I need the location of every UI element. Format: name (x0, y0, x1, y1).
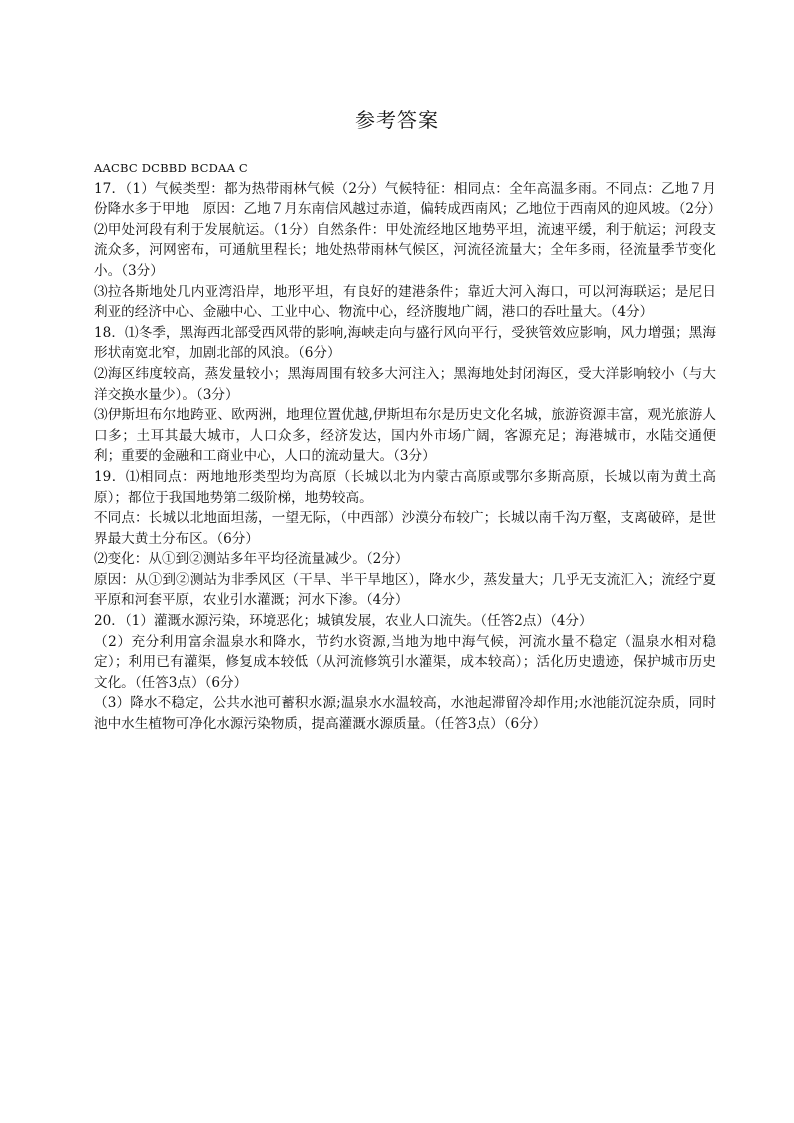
q20-part2: （2）充分利用富余温泉水和降水，节约水资源,当地为地中海气候，河流水量不稳定（温泉水相对稳定）；利用已有灌渠，修复成本较低（从河流修筑引水灌渠，成本较高）；活化历史遗迹，保护城市历史文化。（任答3点）（6分） (94, 633, 716, 691)
q19-part1-diff: 不同点：长城以北地面坦荡，一望无际，（中西部）沙漠分布较广；长城以南千沟万壑，支离破碎，是世界最大黄土分布区。（6分） (94, 510, 716, 547)
q18-part2: ⑵海区纬度较高，蒸发量较小；黑海周围有较多大河注入；黑海地处封闭海区，受大洋影响较小（与大洋交换水量少）。（3分） (94, 365, 716, 403)
multiple-choice-answers: AACBC DCBBD BCDAA C (94, 161, 248, 175)
q19-part2-change: ⑵变化：从①到②测站多年平均径流量减少。（2分） (94, 551, 409, 568)
q20-part3: （3）降水不稳定，公共水池可蓄积水源;温泉水水温较高，水池起滞留冷却作用;水池能沉淀杂质，同时池中水生植物可净化水源污染物质，提高灌溉水源质量。（任答3点）（6分） (94, 695, 716, 733)
q17-part2: ⑵甲处河段有利于发展航运。（1分）自然条件：甲处流经地区地势平坦，流速平缓，利于航运；河段支流众多，河网密布，可通航里程长；地处热带雨林气候区，河流径流量大；全年多雨，径流量季节变化小。（3分） (94, 221, 716, 279)
answer-content (94, 158, 722, 735)
q18-part1: 18．⑴冬季，黑海西北部受西风带的影响,海峡走向与盛行风向平行，受狭管效应影响，风力增强；黑海形状南宽北窄，加剧北部的风浪。（6分） (94, 324, 716, 362)
page-title: 参考答案 (355, 108, 439, 132)
q19-part1-same: 19．⑴相同点：两地地形类型均为高原（长城以北为内蒙古高原或鄂尔多斯高原，长城以南为黄土高原）；都位于我国地势第二级阶梯，地势较高。 (94, 468, 716, 506)
q17-part3: ⑶拉各斯地处几内亚湾沿岸，地形平坦，有良好的建港条件；靠近大河入海口，可以河海联运；是尼日利亚的经济中心、金融中心、工业中心、物流中心，经济腹地广阔，港口的吞吐量大。（4分） (94, 283, 716, 321)
q20-part1: 20．（1）灌溉水源污染，环境恶化；城镇发展，农业人口流失。（任答2点）（4分） (94, 613, 593, 630)
q19-part2-reason: 原因：从①到②测站为非季风区（干旱、半干旱地区），降水少，蒸发量大；几乎无支流汇入；流经宁夏平原和河套平原，农业引水灌溉；河水下渗。（4分） (94, 571, 716, 609)
q17-part1: 17．（1）气候类型：都为热带雨林气候（2分）气候特征：相同点：全年高温多雨。不同点：乙地７月份降水多于甲地 原因：乙地７月东南信风越过赤道，偏转成西南风；乙地位于西南风的迎风坡。（2分） (94, 180, 722, 218)
q18-part3: ⑶伊斯坦布尔地跨亚、欧两洲，地理位置优越,伊斯坦布尔是历史文化名城，旅游资源丰富，观光旅游人口多；土耳其最大城市，人口众多，经济发达，国内外市场广阔，客源充足；海港城市，水陆交通便利；重要的金融和工商业中心，人口的流动量大。（3分） (94, 407, 716, 465)
